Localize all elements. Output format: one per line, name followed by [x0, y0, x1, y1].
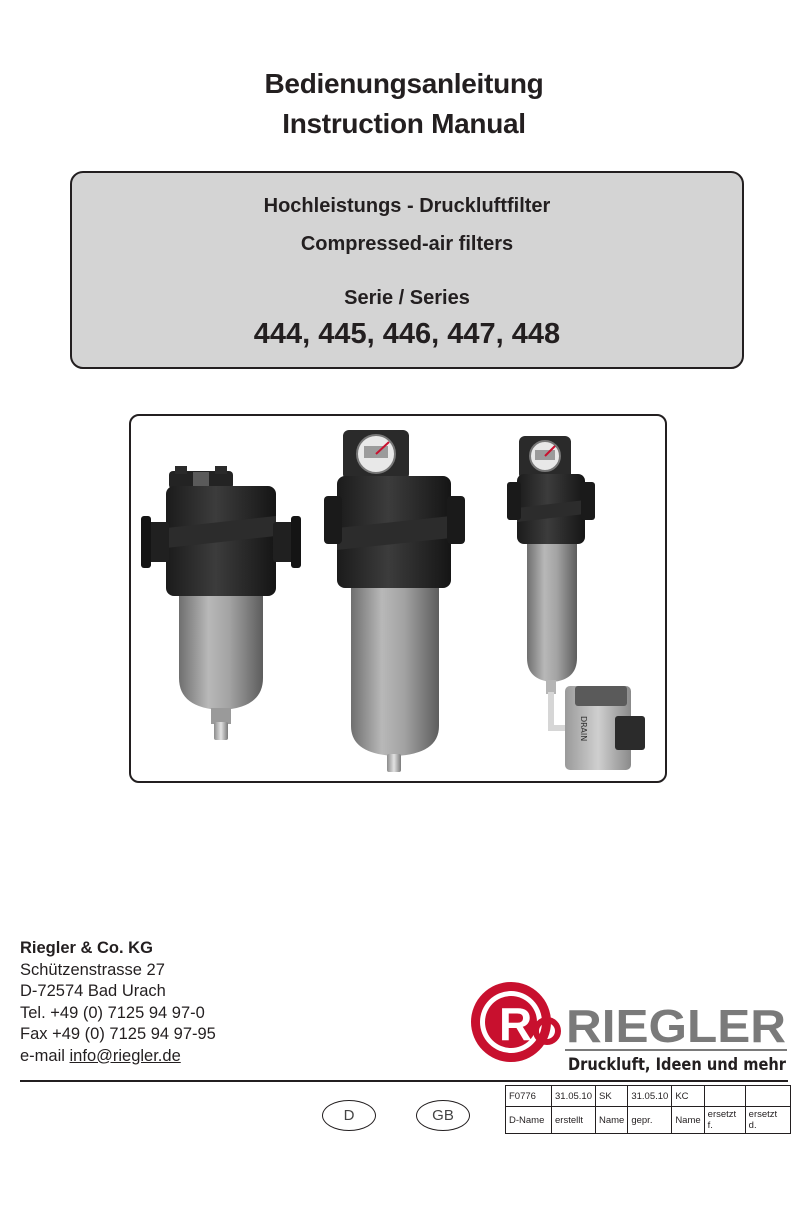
product-type-german: Hochleistungs - Druckluftfilter: [263, 195, 551, 217]
logo-name: RIEGLER: [566, 1000, 786, 1052]
doc-cell: gepr.: [628, 1107, 672, 1134]
filter-middle: [324, 430, 465, 772]
doc-cell: KC: [672, 1086, 704, 1107]
language-badge-d: D: [322, 1100, 376, 1131]
doc-table-row-labels: [506, 1107, 791, 1134]
title-english: Instruction Manual: [282, 108, 526, 139]
company-name: Riegler & Co. KG: [20, 939, 153, 957]
doc-cell: [745, 1086, 790, 1107]
product-info-box: [70, 171, 744, 369]
email-prefix: e-mail: [20, 1046, 70, 1065]
footer-rule: [20, 1080, 788, 1082]
drain-label: DRAIN: [579, 716, 588, 742]
filters-illustration: [131, 416, 665, 781]
product-type-english: Compressed-air filters: [300, 233, 514, 255]
doc-cell: 31.05.10: [552, 1086, 596, 1107]
title-german: Bedienungsanleitung: [264, 68, 544, 99]
document-control-table: [505, 1085, 791, 1134]
email-link[interactable]: info@riegler.de: [69, 1046, 181, 1065]
series-numbers: 444, 445, 446, 447, 448: [253, 318, 561, 350]
email-line: [20, 1046, 216, 1068]
phone: Tel. +49 (0) 7125 94 97-0: [20, 1003, 205, 1022]
doc-cell: ersetzt f.: [704, 1107, 745, 1134]
filter-left: [141, 466, 301, 740]
doc-cell: Name: [672, 1107, 704, 1134]
doc-table-row-values: [506, 1086, 791, 1107]
language-badge-gb: GB: [416, 1100, 470, 1131]
doc-cell: SK: [595, 1086, 627, 1107]
doc-cell: erstellt: [552, 1107, 596, 1134]
company-address: [20, 938, 216, 1067]
doc-cell: [704, 1086, 745, 1107]
riegler-logo: [463, 978, 788, 1076]
doc-cell: ersetzt d.: [745, 1107, 790, 1134]
product-photo: [129, 414, 667, 783]
logo-slogan: Druckluft, Ideen und mehr: [568, 1055, 787, 1074]
doc-cell: F0776: [506, 1086, 552, 1107]
doc-cell: Name: [595, 1107, 627, 1134]
series-label: Serie / Series: [344, 287, 470, 309]
city: D-72574 Bad Urach: [20, 982, 166, 1000]
street: Schützenstrasse 27: [20, 960, 165, 979]
doc-cell: D-Name: [506, 1107, 552, 1134]
doc-cell: 31.05.10: [628, 1086, 672, 1107]
filter-right: [507, 436, 645, 770]
logo-mark: R: [499, 998, 533, 1050]
fax: Fax +49 (0) 7125 94 97-95: [20, 1025, 216, 1043]
